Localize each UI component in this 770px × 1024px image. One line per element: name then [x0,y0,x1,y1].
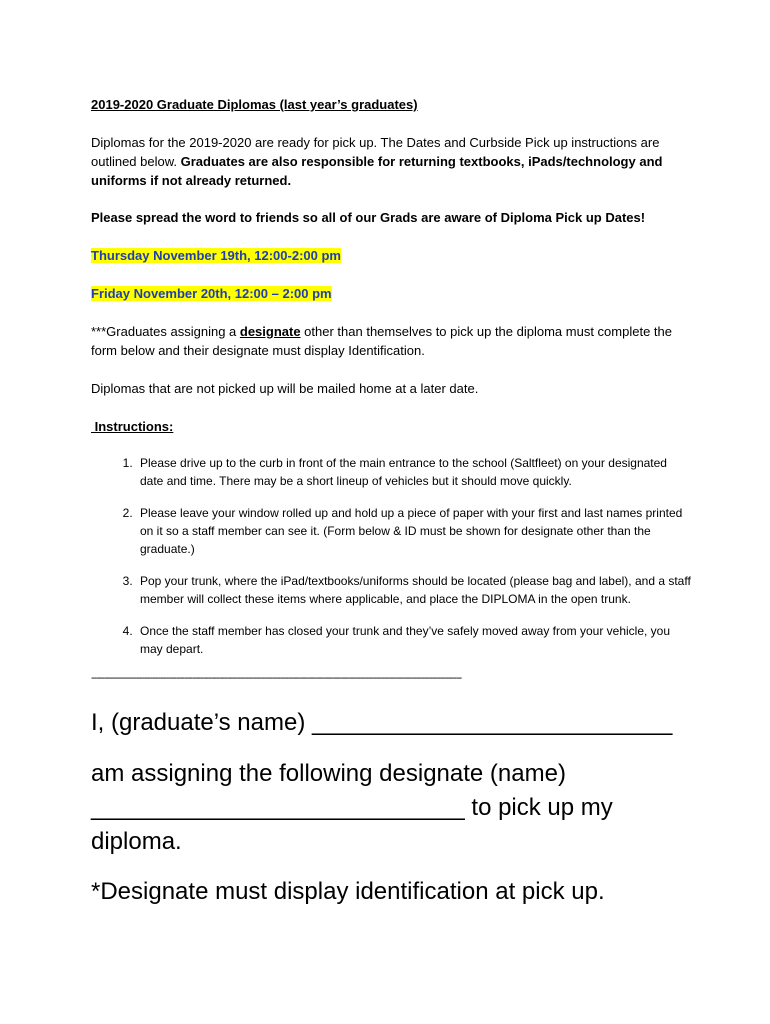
instructions-list [91,454,691,658]
instruction-item-1: 1. Please drive up to the curb in front of the main entrance to the school (Saltfleet) on your designated date and time. There may be a short lineup of vehicles but it should move quickly. [136,454,691,490]
pickup-date-1 [91,246,691,265]
pickup-date-2 [91,284,691,303]
pickup-date-1-text: Thursday November 19th, 12:00-2:00 pm [91,248,341,263]
mailed-note: Diplomas that are not picked up will be mailed home at a later date. [91,381,479,396]
designate-pre-text: ***Graduates assigning a [91,324,240,339]
instruction-item-3: 3. Pop your trunk, where the iPad/textbooks/uniforms should be located (please bag and label), and a staff member will collect these items where applicable, and place the DIPLOMA in the open trunk. [136,572,691,608]
pickup-date-2-text: Friday November 20th, 12:00 – 2:00 pm [91,286,332,301]
instruction-item-4: 4. Once the staff member has closed your trunk and they’ve safely moved away from your vehicle, you may depart. [136,622,691,658]
designate-post-text: other than themselves to pick up the diploma must complete the form below and their designate must display Identification. [91,324,672,358]
document-title: 2019-2020 Graduate Diplomas (last year’s graduates) [91,97,418,112]
cut-line-separator: ------------------------------------------------------------------------------------------------------------------------------------------- [91,672,462,684]
intro-bold-text: Graduates are also responsible for returning textbooks, iPads/technology and uniforms if not already returned. [91,154,663,188]
intro-plain-text: Diplomas for the 2019-2020 are ready for pick up. The Dates and Curbside Pick up instructions are outlined below. [91,135,660,169]
form-designate-line: am assigning the following designate (name) [91,760,566,787]
instruction-item-2: 2. Please leave your window rolled up and hold up a piece of paper with your first and last names printed on it so a staff member can see it. (Form below & ID must be shown for designate other than the graduate.) [136,504,691,558]
form-id-notice: *Designate must display identification at pick up. [91,878,605,905]
designate-word: designate [239,324,301,339]
spread-word-notice: Please spread the word to friends so all of our Grads are aware of Diploma Pick up Dates! [91,210,646,225]
form-pickup-line: ____________________________ to pick up my diploma. [91,794,613,855]
designate-paragraph [91,322,691,360]
document-page [91,95,691,909]
instructions-heading: Instructions: [91,419,174,434]
intro-paragraph [91,133,691,190]
form-graduate-name-line: I, (graduate’s name) ___________________________ [91,709,673,736]
